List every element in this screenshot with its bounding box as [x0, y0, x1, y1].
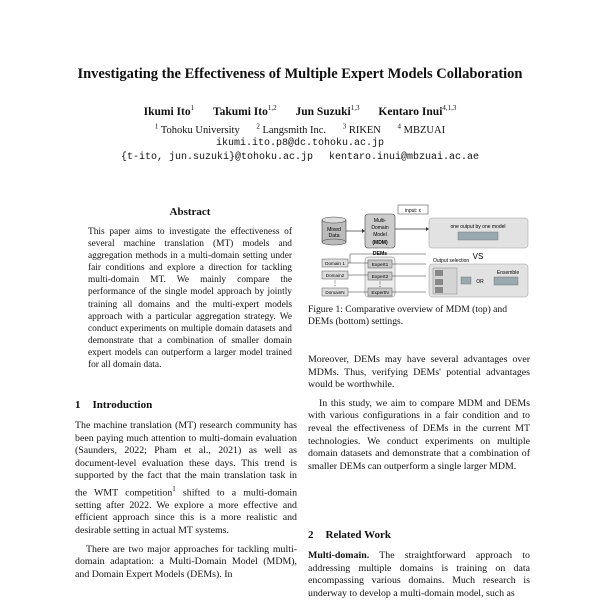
paragraph-lead: Multi-domain.: [308, 550, 370, 561]
mdm-label-3: Model: [373, 232, 387, 238]
connector-lines: [392, 264, 426, 292]
email-line-1: ikumi.ito.p8@dc.tohoku.ac.jp: [215, 138, 385, 149]
section-heading-related-work: 2 Related Work: [308, 529, 391, 541]
abstract-text: This paper aims to investigate the effectiveness of several machine translation (MT) models and aggregation methods in a multi-domain setting under fair conditions and explore a direction for tackling multi-domain MT. We mainly compare the performance of the single model approach by jointly training all domains and the multi-expert models approach with a particular aggregation strategy. We conduct experiments on multiple domain datasets and demonstrate that a combination of smaller domain expert models can outperform a larger model trained for all domain data.: [88, 227, 292, 371]
output-chip: [435, 279, 443, 285]
author-list: [0, 104, 600, 118]
affiliation-list: [0, 122, 600, 136]
author: Kentaro Inui$^{4,1,3}$: [378, 104, 457, 118]
related-work-text: [308, 550, 530, 606]
output-chip: [435, 270, 443, 276]
affiliation: $^3$ RIKEN: [342, 122, 381, 136]
affiliation: $^2$ Langsmith Inc.: [256, 122, 327, 136]
mixed-data-label-1: Mixed: [327, 227, 341, 233]
author: Ikumi Ito$^1$: [143, 104, 195, 118]
paragraph: Moreover, DEMs may have several advantages over MDMs. Thus, verifying DEMs' potential advantages would be worthwhile.: [308, 354, 530, 391]
input-label: input: x: [404, 208, 422, 214]
footnote-marker: 1: [172, 484, 176, 493]
intro-text: [75, 420, 297, 587]
figure-1-diagram: [308, 204, 530, 298]
ellipsis-dots: ⋮: [377, 282, 383, 288]
mdm-label-4: (MDM): [372, 240, 388, 246]
expert-label: ExpertN: [371, 291, 389, 296]
or-label: OR: [476, 279, 484, 285]
affiliation: $^4$ MBZUAI: [397, 122, 446, 136]
arrow-head: [362, 229, 365, 233]
one-output-label: one output by one model: [450, 224, 506, 230]
abstract-heading: Abstract: [169, 206, 211, 218]
email-single: kentaro.inui@mbzuai.ac.ae: [329, 152, 480, 163]
ensemble-output: [494, 277, 518, 285]
paragraph: In this study, we aim to compare MDM and DEMs with various configurations in a fair condition and to reveal the effectiveness of DEMs in the current MT technologies. We conduct experiments on multiple domain datasets and demonstrate that a combination of smaller DEMs can outperform a single larger MDM.: [308, 397, 530, 472]
affiliation: $^1$ Tohoku University: [154, 122, 240, 136]
domain-label: DomainN: [325, 290, 345, 295]
paragraph: Multi-domain. The straightforward approach to addressing multiple domains is training on data encompassing various domains. Much research is underway to develop a multi-domain model, such as: [308, 550, 530, 599]
mixed-data-cylinder: [322, 217, 346, 245]
intro-paragraph-1: The machine translation (MT) research community has been paying much attention to multi-domain evaluation (Saunders, 2022; Pham et al., 2021) as well as document-level evaluation these days. This trend is supported by the fact that the main translation task in the WMT competition$^1$ shifted to a multi-domain setting after 2022. We explore a more effective and efficient approach since this is a more realistic and desirable setting in actual MT systems.: [75, 420, 298, 537]
domain-label: Domain2: [325, 273, 345, 278]
intro-paragraph-2: There are two major approaches for tackling multi-domain adaptation: a Multi-Domain Model (MDM), and Domain Expert Models (DEMs). In: [75, 543, 297, 580]
expert-label: Expert1: [371, 263, 389, 268]
figure-caption: Figure 1: Comparative overview of MDM (top) and DEMs (bottom) settings.: [308, 304, 508, 328]
output-chip: [435, 287, 443, 293]
output-selection-label: Output selection: [433, 258, 470, 264]
arrow-head: [426, 227, 429, 231]
ellipsis-dots: ⋮: [332, 281, 338, 287]
right-column-text: [308, 354, 530, 479]
expert-label: Expert2: [371, 275, 389, 280]
section-heading-introduction: 1 Introduction: [75, 399, 153, 411]
ensemble-label: Ensemble: [496, 270, 520, 276]
author: Jun Suzuki$^{1,3}$: [295, 104, 360, 118]
dems-label: DEMs: [372, 251, 388, 257]
domain-label: Domain 1: [325, 261, 345, 266]
author: Takumi Ito$^{1,2}$: [212, 104, 277, 118]
vs-label: VS: [472, 252, 484, 261]
email-group: {t-ito, jun.suzuki}@tohoku.ac.jp: [120, 152, 313, 163]
mdm-label-2: Domain: [371, 225, 389, 231]
paper-title: Investigating the Effectiveness of Multiple Expert Models Collaboration: [77, 66, 523, 82]
selected-output: [461, 277, 471, 284]
email-line-2: [0, 152, 600, 163]
mdm-label-1: Multi-: [373, 218, 387, 224]
output-box: [458, 232, 498, 240]
mixed-data-label-2: Data: [328, 233, 340, 239]
